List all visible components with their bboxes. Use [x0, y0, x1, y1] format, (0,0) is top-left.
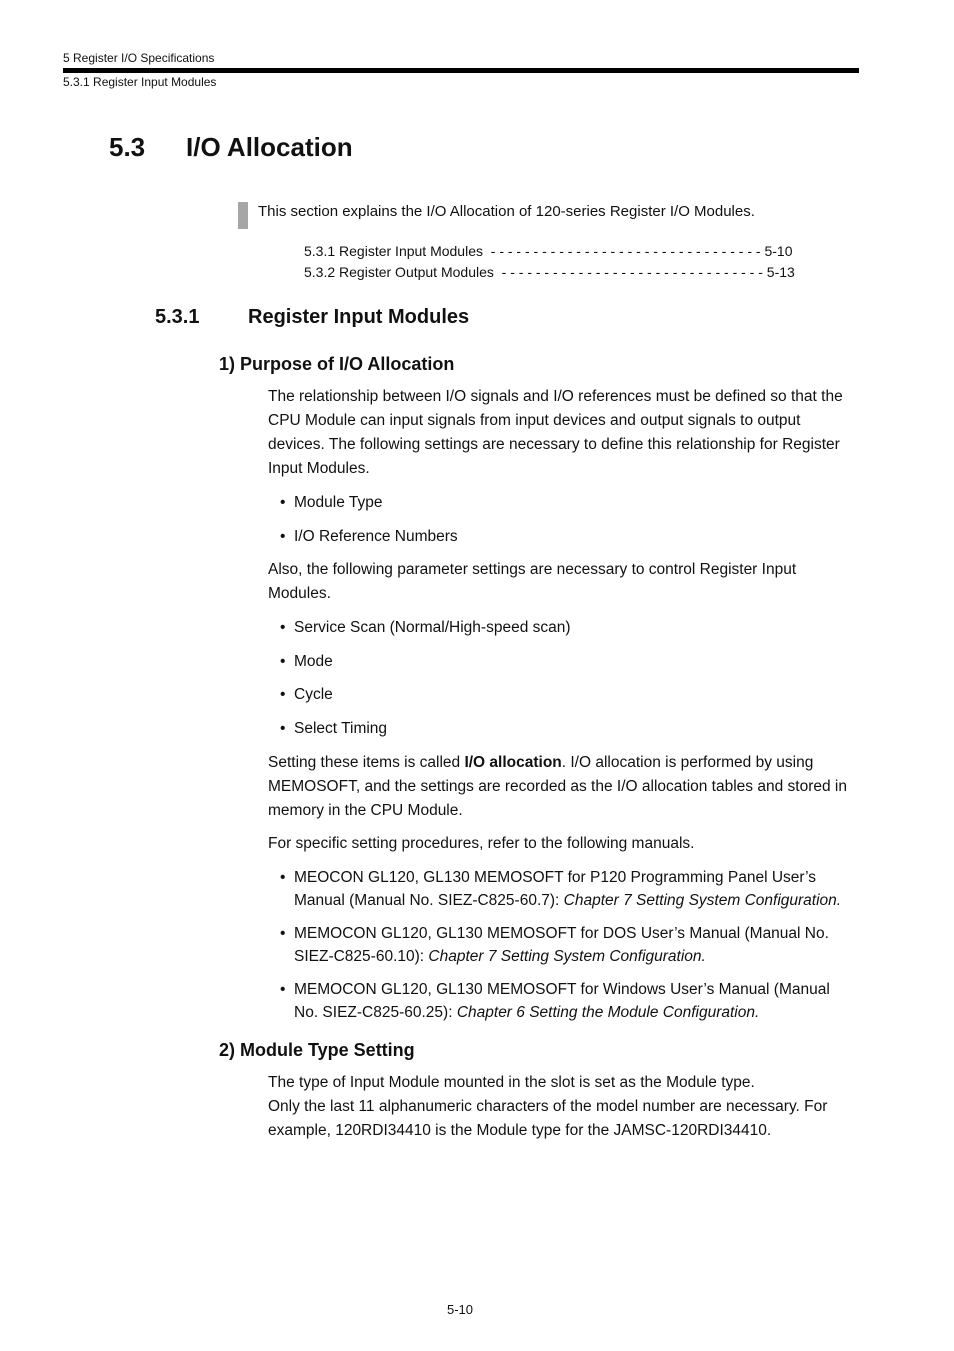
purpose-paragraph-2: Also, the following parameter settings are necessary to control Register Input Modules.	[268, 561, 797, 602]
module-type-heading: 2) Module Type Setting	[219, 1040, 415, 1060]
subsection-heading	[155, 306, 469, 329]
manual-reference-text	[294, 866, 860, 912]
manual-title-line: MEMOCON GL120, GL130 MEMOSOFT for DOS User’s Manual (Manual No.	[294, 925, 829, 942]
page-number: 5-10	[447, 1302, 474, 1317]
bullet-icon: •	[280, 653, 286, 670]
purpose-paragraph-3	[268, 751, 860, 823]
bullet-icon: •	[280, 686, 286, 703]
module-type-paragraph-1: The type of Input Module mounted in the slot is set as the Module type.	[268, 1074, 755, 1091]
bullet-icon: •	[280, 981, 286, 998]
bullet-icon: •	[280, 619, 286, 636]
list-item-text: Mode	[294, 653, 333, 670]
manual-number: No. SIEZ-C825-60.25):	[294, 1004, 457, 1021]
bullet-icon: •	[280, 528, 286, 545]
bullet-icon: •	[280, 494, 286, 511]
manual-number: Manual (Manual No. SIEZ-C825-60.7):	[294, 892, 564, 909]
purpose-paragraph-4: For specific setting procedures, refer to the following manuals.	[268, 835, 695, 852]
toc-entry[interactable]	[304, 264, 795, 280]
manual-number: SIEZ-C825-60.10):	[294, 948, 429, 965]
list-item-text: Service Scan (Normal/High-speed scan)	[294, 619, 571, 636]
toc-entry[interactable]	[304, 243, 792, 259]
para3-rest: . I/O allocation is performed by using MEMOSOFT, and the settings are recorded as the I/O allocation tables and stored in memory in the CPU Module.	[268, 754, 847, 819]
header-rule	[63, 68, 859, 73]
manual-chapter: Chapter 7 Setting System Configuration.	[563, 892, 842, 909]
subsection-title: Register Input Modules	[248, 306, 470, 328]
section-number: 5.3	[109, 132, 146, 162]
toc-label: 5.3.1 Register Input Modules	[304, 243, 483, 259]
para3-lead: Setting these items is called	[268, 754, 465, 771]
bullet-icon: •	[280, 925, 286, 942]
purpose-heading: 1) Purpose of I/O Allocation	[219, 354, 455, 374]
section-title: I/O Allocation	[186, 132, 353, 162]
manual-chapter: Chapter 6 Setting the Module Configuration.	[456, 1004, 760, 1021]
manual-title-line: MEMOCON GL120, GL130 MEMOSOFT for Windows User’s Manual (Manual	[294, 981, 830, 998]
section-heading	[109, 132, 353, 163]
list-item-text: Select Timing	[294, 720, 388, 737]
list-item-text: Module Type	[294, 494, 383, 511]
manual-reference-text	[294, 978, 860, 1024]
para3-term: I/O allocation	[464, 754, 562, 771]
list-item-text: I/O Reference Numbers	[294, 528, 458, 545]
manual-chapter: Chapter 7 Setting System Configuration.	[428, 948, 706, 965]
running-header-chapter: 5 Register I/O Specifications	[63, 51, 215, 65]
toc-label: 5.3.2 Register Output Modules	[304, 264, 494, 280]
intro-marker	[238, 202, 248, 229]
manual-reference-text	[294, 922, 860, 968]
subsection-number: 5.3.1	[155, 306, 200, 328]
manual-title-line: MEOCON GL120, GL130 MEMOSOFT for P120 Programming Panel User’s	[294, 869, 817, 886]
bullet-icon: •	[280, 869, 286, 886]
module-type-paragraph-2: Only the last 11 alphanumeric characters of the model number are necessary. For example, 120RDI34410 is the Module type for the JAMSC-120RDI34410.	[268, 1098, 828, 1139]
intro-text: This section explains the I/O Allocation of 120-series Register I/O Modules.	[258, 203, 755, 220]
toc-page: 5-13	[766, 264, 795, 280]
bullet-icon: •	[280, 720, 286, 737]
purpose-paragraph-1: The relationship between I/O signals and I/O references must be defined so that the CPU Module can input signals from input devices and output signals to output devices. The following settings are necessary to define this relationship for Register Input Modules.	[268, 388, 843, 477]
toc-leader: - - - - - - - - - - - - - - - - - - - - - - - - - - - - - - - -	[490, 243, 761, 259]
list-item-text: Cycle	[294, 686, 333, 703]
toc-page: 5-10	[764, 243, 793, 259]
toc-leader: - - - - - - - - - - - - - - - - - - - - - - - - - - - - - - -	[501, 264, 763, 280]
running-header-section: 5.3.1 Register Input Modules	[63, 75, 217, 89]
